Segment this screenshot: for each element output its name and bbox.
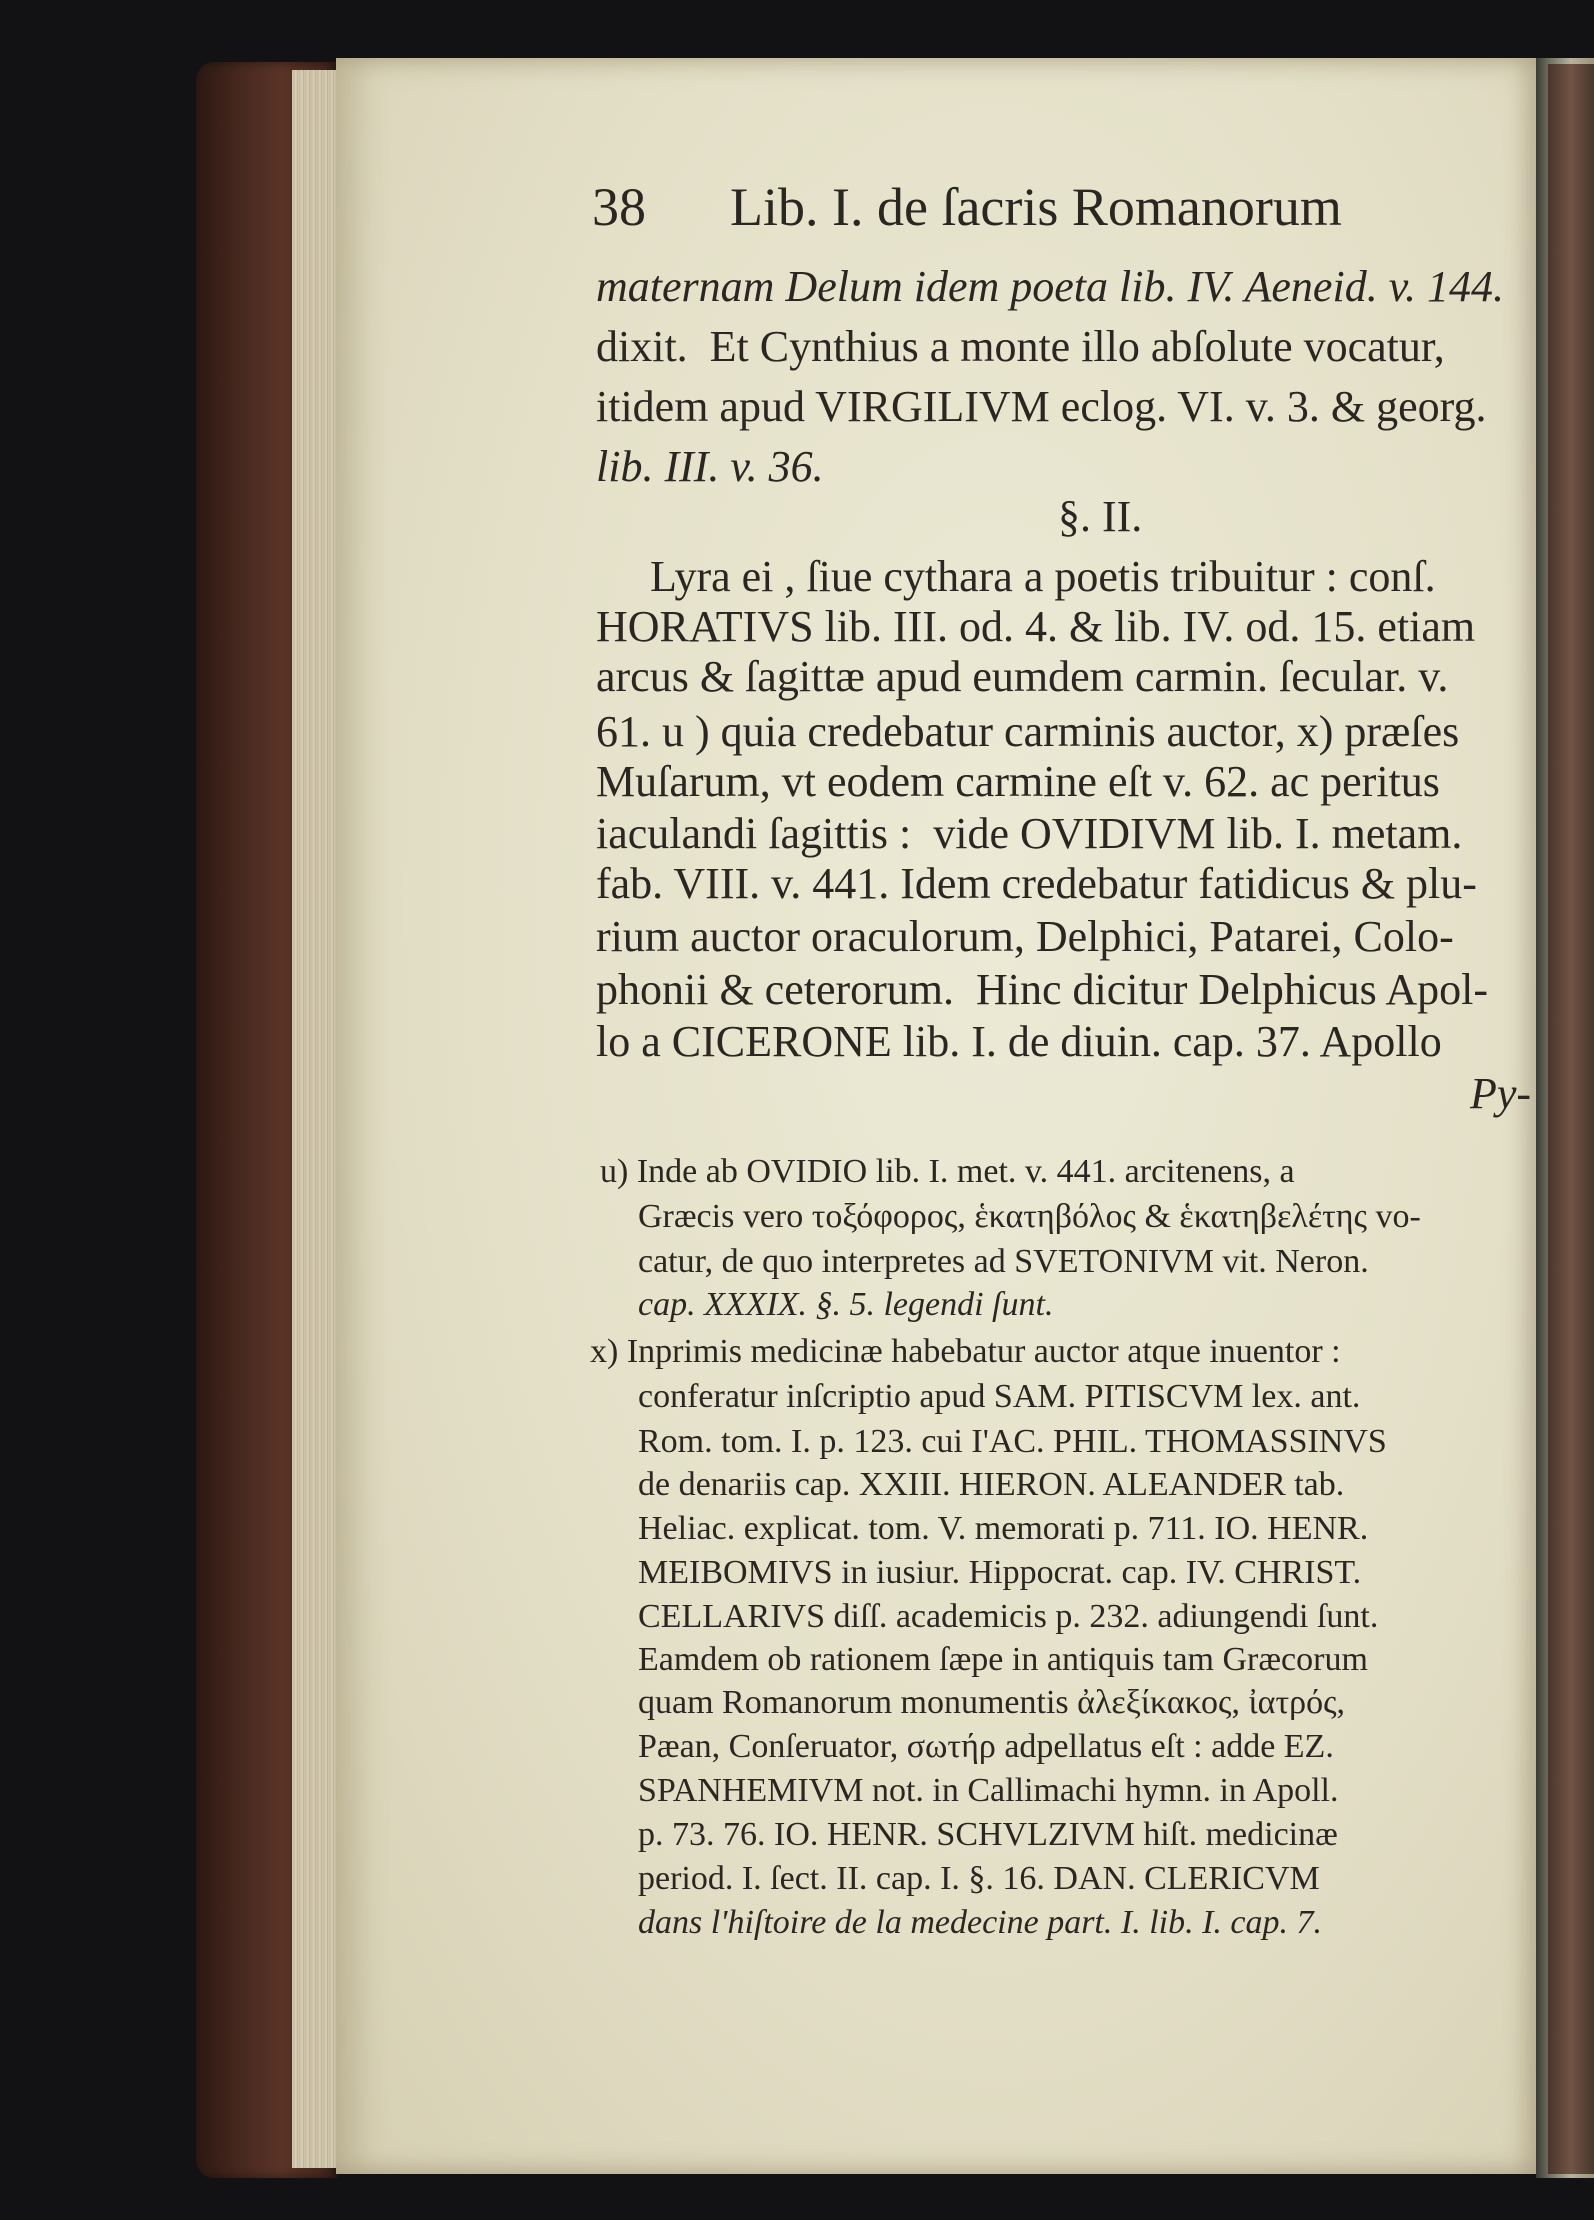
body-line-11: iaculandi ſagittis : vide OVIDIVM lib. I. metam.	[596, 809, 1463, 858]
body-line-1: maternam Delum idem poeta lib. IV. Aeneid. v. 144.	[596, 262, 1504, 311]
catchword: Py-	[1470, 1069, 1532, 1118]
footnote-line-5: x) Inprimis medicinæ habebatur auctor atque inuentor :	[590, 1333, 1341, 1370]
body-line-10: Muſarum, vt eodem carmine eſt v. 62. ac peritus	[596, 757, 1440, 806]
footnote-line-7: Rom. tom. I. p. 123. cui I'AC. PHIL. THOMASSINVS	[638, 1423, 1387, 1460]
body-line-2: dixit. Et Cynthius a monte illo abſolute vocatur,	[596, 322, 1445, 371]
body-line-3: itidem apud VIRGILIVM eclog. VI. v. 3. & georg.	[596, 382, 1487, 431]
footnote-line-8: de denariis cap. XXIII. HIERON. ALEANDER tab.	[638, 1466, 1345, 1503]
footnote-line-6: conferatur inſcriptio apud SAM. PITISCVM lex. ant.	[638, 1378, 1361, 1415]
section-heading: §. II.	[1058, 492, 1143, 541]
footnote-line-18: dans l'hiſtoire de la medecine part. I. lib. I. cap. 7.	[638, 1904, 1323, 1941]
body-line-14: phonii & ceterorum. Hinc dicitur Delphicus Apol-	[596, 965, 1489, 1014]
body-line-15: lo a CICERONE lib. I. de diuin. cap. 37. Apollo	[596, 1017, 1442, 1066]
footnote-line-10: MEIBOMIVS in iusiur. Hippocrat. cap. IV. CHRIST.	[638, 1554, 1362, 1591]
footnote-line-12: Eamdem ob rationem ſæpe in antiquis tam Græcorum	[638, 1641, 1368, 1678]
footnote-line-9: Heliac. explicat. tom. V. memorati p. 711. IO. HENR.	[638, 1510, 1369, 1547]
footnote-line-3: catur, de quo interpretes ad SVETONIVM vit. Neron.	[638, 1243, 1369, 1280]
body-line-8: arcus & ſagittæ apud eumdem carmin. ſecular. v.	[596, 652, 1449, 701]
footnote-line-17: period. I. ſect. II. cap. I. §. 16. DAN. CLERICVM	[638, 1860, 1320, 1897]
body-line-7: HORATIVS lib. III. od. 4. & lib. IV. od. 15. etiam	[596, 602, 1476, 651]
running-title: Lib. I. de ſacris Romanorum	[730, 177, 1342, 237]
body-line-4: lib. III. v. 36.	[596, 442, 824, 491]
page-number: 38	[592, 177, 646, 237]
body-line-6: Lyra ei , ſiue cythara a poetis tribuitur : conſ.	[650, 552, 1436, 601]
footnote-line-13: quam Romanorum monumentis ἀλεξίκακος, ἰατρός,	[638, 1684, 1346, 1721]
footnote-line-1: u) Inde ab OVIDIO lib. I. met. v. 441. arcitenens, a	[600, 1153, 1295, 1190]
footnote-line-16: p. 73. 76. IO. HENR. SCHVLZIVM hiſt. medicinæ	[638, 1816, 1338, 1853]
footnote-line-2: Græcis vero τοξόφορος, ἑκατηβόλος & ἑκατηβελέτης vo-	[638, 1198, 1421, 1235]
body-line-9: 61. u ) quia credebatur carminis auctor, x) præſes	[596, 707, 1460, 756]
body-line-12: fab. VIII. v. 441. Idem credebatur fatidicus & plu-	[596, 859, 1477, 908]
footnote-line-14: Pæan, Conſeruator, σωτήρ adpellatus eſt : adde EZ.	[638, 1728, 1334, 1765]
body-line-13: rium auctor oraculorum, Delphici, Patarei, Colo-	[596, 912, 1454, 961]
footnote-line-4: cap. XXXIX. §. 5. legendi ſunt.	[638, 1286, 1054, 1323]
footnote-line-15: SPANHEMIVM not. in Callimachi hymn. in Apoll.	[638, 1772, 1339, 1809]
footnote-line-11: CELLARIVS diſſ. academicis p. 232. adiungendi ſunt.	[638, 1598, 1379, 1635]
